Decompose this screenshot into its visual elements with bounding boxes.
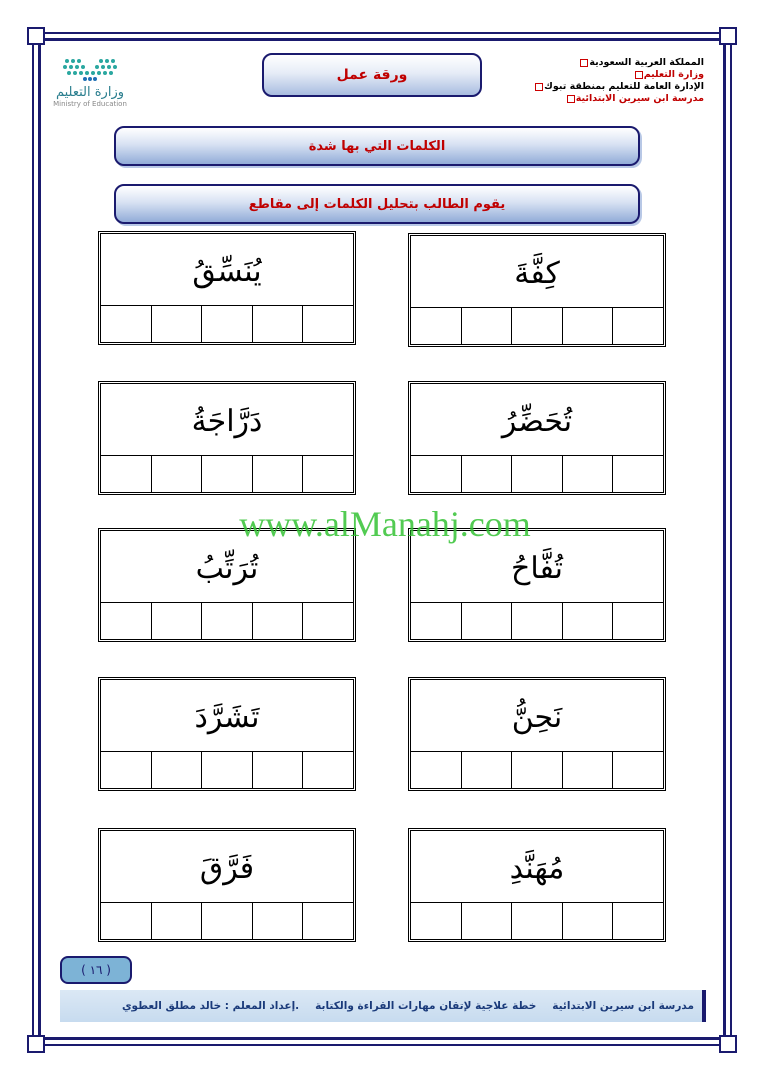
- footer-teacher: .إعداد المعلم : خالد مطلق العطوي: [121, 1000, 300, 1012]
- syllable-cell[interactable]: [302, 752, 353, 788]
- syllable-cell[interactable]: [511, 752, 562, 788]
- header-line: [544, 57, 704, 69]
- worksheet-title: [262, 53, 482, 97]
- topic-banner-text: الكلمات التي بها شدة: [308, 138, 446, 154]
- frame-corner: [719, 1035, 737, 1053]
- syllable-cell[interactable]: [612, 456, 663, 492]
- syllable-cell[interactable]: [101, 306, 151, 342]
- word-text: فَرَّقَ: [199, 850, 255, 886]
- page-number: [60, 956, 132, 984]
- page-number-text: ( ١٦ ): [81, 963, 111, 977]
- word-text: مُهَنَّدِ: [509, 850, 565, 886]
- school-header: [544, 57, 704, 105]
- watermark: www.alManahj.com: [239, 504, 531, 544]
- word-card: [98, 381, 356, 495]
- word-text: تُحَضِّرُ: [501, 403, 573, 439]
- syllable-cells: [411, 602, 663, 639]
- header-line: [544, 81, 704, 93]
- syllable-cell[interactable]: [151, 306, 202, 342]
- word-text: كِفَّةَ: [514, 255, 560, 291]
- syllable-cell[interactable]: [101, 903, 151, 939]
- header-line-text: المملكة العربية السعودية: [589, 57, 704, 68]
- syllable-cell[interactable]: [612, 308, 663, 344]
- frame-corner: [27, 27, 45, 45]
- syllable-cell[interactable]: [201, 603, 252, 639]
- syllable-cell[interactable]: [411, 456, 461, 492]
- syllable-cell[interactable]: [511, 603, 562, 639]
- syllable-cell[interactable]: [511, 308, 562, 344]
- syllable-cells: [101, 751, 353, 788]
- logo-text: وزارة التعليم: [55, 85, 125, 100]
- syllable-cell[interactable]: [252, 456, 303, 492]
- ministry-logo-icon: [55, 55, 125, 83]
- ministry-logo: [50, 55, 130, 125]
- syllable-cell[interactable]: [151, 903, 202, 939]
- word-text: تُرَتِّبُ: [195, 550, 259, 586]
- word-card: [408, 233, 666, 347]
- syllable-cell[interactable]: [252, 306, 303, 342]
- checkbox-icon: [535, 83, 543, 91]
- syllable-cell[interactable]: [612, 903, 663, 939]
- syllable-cell[interactable]: [151, 752, 202, 788]
- syllable-cell[interactable]: [461, 308, 512, 344]
- word-card: [98, 528, 356, 642]
- word-card: [408, 381, 666, 495]
- syllable-cell[interactable]: [101, 603, 151, 639]
- syllable-cell[interactable]: [411, 752, 461, 788]
- syllable-cell[interactable]: [511, 456, 562, 492]
- worksheet-title-text: ورقة عمل: [336, 67, 408, 83]
- syllable-cell[interactable]: [411, 603, 461, 639]
- word-card: [98, 828, 356, 942]
- word-card: [408, 677, 666, 791]
- syllable-cell[interactable]: [461, 456, 512, 492]
- syllable-cell[interactable]: [302, 903, 353, 939]
- syllable-cell[interactable]: [101, 456, 151, 492]
- syllable-cell[interactable]: [201, 456, 252, 492]
- syllable-cell[interactable]: [411, 308, 461, 344]
- syllable-cells: [411, 751, 663, 788]
- syllable-cell[interactable]: [201, 752, 252, 788]
- word-text: يُنَسِّقُ: [192, 253, 262, 289]
- syllable-cell[interactable]: [252, 752, 303, 788]
- syllable-cell[interactable]: [562, 752, 613, 788]
- header-line: [544, 93, 704, 105]
- syllable-cell[interactable]: [612, 603, 663, 639]
- syllable-cells: [411, 307, 663, 344]
- syllable-cells: [101, 902, 353, 939]
- syllable-cell[interactable]: [562, 456, 613, 492]
- checkbox-icon: [635, 71, 643, 79]
- syllable-cells: [411, 455, 663, 492]
- word-text: دَرَّاجَةُ: [191, 403, 263, 439]
- header-line: [544, 69, 704, 81]
- syllable-cell[interactable]: [461, 603, 512, 639]
- syllable-cell[interactable]: [562, 603, 613, 639]
- syllable-cell[interactable]: [562, 903, 613, 939]
- word-card: [408, 528, 666, 642]
- topic-banner: [114, 126, 640, 166]
- header-line-text: الإدارة العامة للتعليم بمنطقة تبوك: [544, 81, 704, 92]
- syllable-cell[interactable]: [302, 603, 353, 639]
- syllable-cell[interactable]: [151, 456, 202, 492]
- syllable-cell[interactable]: [562, 308, 613, 344]
- syllable-cell[interactable]: [302, 306, 353, 342]
- syllable-cell[interactable]: [612, 752, 663, 788]
- word-text: نَحِنُّ: [511, 699, 563, 735]
- footer-plan: خطة علاجية لإتقان مهارات القراءة والكتابة: [315, 1000, 537, 1012]
- syllable-cell[interactable]: [201, 306, 252, 342]
- word-card: [408, 828, 666, 942]
- syllable-cells: [411, 902, 663, 939]
- word-card: [98, 231, 356, 345]
- word-text: تُفَّاحُ: [510, 550, 564, 586]
- footer: [60, 990, 706, 1022]
- syllable-cell[interactable]: [461, 752, 512, 788]
- syllable-cell[interactable]: [461, 903, 512, 939]
- checkbox-icon: [580, 59, 588, 67]
- instruction-banner-text: يقوم الطالب بتحليل الكلمات إلى مقاطع: [248, 196, 506, 212]
- syllable-cell[interactable]: [302, 456, 353, 492]
- instruction-banner: [114, 184, 640, 224]
- word-card: [98, 677, 356, 791]
- syllable-cells: [101, 602, 353, 639]
- syllable-cells: [101, 455, 353, 492]
- checkbox-icon: [567, 95, 575, 103]
- syllable-cell[interactable]: [151, 603, 202, 639]
- syllable-cell[interactable]: [201, 903, 252, 939]
- logo-subtext: Ministry of Education: [53, 100, 127, 108]
- frame-corner: [27, 1035, 45, 1053]
- syllable-cells: [101, 305, 353, 342]
- syllable-cell[interactable]: [101, 752, 151, 788]
- frame-corner: [719, 27, 737, 45]
- syllable-cell[interactable]: [252, 903, 303, 939]
- header-line-text: مدرسة ابن سيرين الابتدائية: [575, 93, 704, 104]
- footer-school: مدرسة ابن سيرين الابتدائية: [552, 1000, 694, 1012]
- word-text: تَشَرَّدَ: [194, 699, 260, 735]
- syllable-cell[interactable]: [252, 603, 303, 639]
- syllable-cell[interactable]: [511, 903, 562, 939]
- syllable-cell[interactable]: [411, 903, 461, 939]
- header-line-text: وزارة التعليم: [643, 69, 704, 80]
